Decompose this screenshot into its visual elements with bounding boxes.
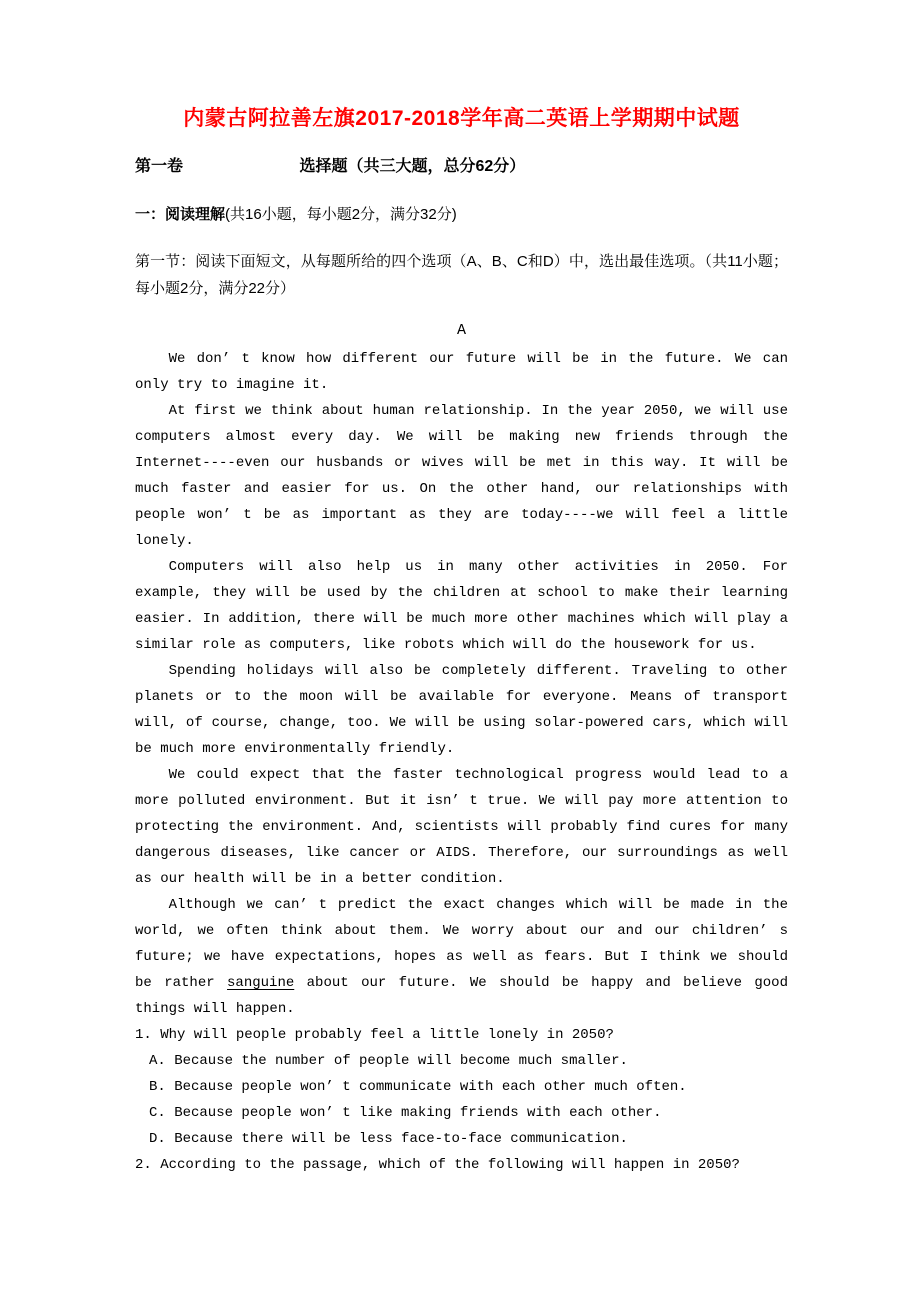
section-heading xyxy=(135,204,788,226)
question-list xyxy=(135,1022,788,1178)
passage-paragraph: Computers will also help us in many other activities in 2050. For example, they will be used by the children at school to make their learning easier. In addition, there will be much more other machines which will play a similar role as computers, like robots which will do the housework for us. xyxy=(135,559,788,653)
underlined-word-sanguine: sanguine xyxy=(227,975,295,991)
question-stem: 2. According to the passage, which of the following will happen in 2050? xyxy=(135,1157,740,1173)
reading-passage xyxy=(135,346,788,1022)
exam-title: 内蒙古阿拉善左旗2017-2018学年高二英语上学期期中试题 xyxy=(183,107,740,130)
passage-paragraph: We don’ t know how different our future will be in the future. We can only try to imagine it. xyxy=(135,351,788,393)
passage-paragraph: We could expect that the faster technological progress would lead to a more polluted environment. But it isn’ t true. We will pay more attention to protecting the environment. And, scientists will probably find cures for many dangerous diseases, like cancer or AIDS. Therefore, our surroundings as well as our health will be in a better condition. xyxy=(135,767,788,887)
volume-note: 选择题（共三大题，总分62分） xyxy=(299,158,526,175)
question-option-a: A. Because the number of people will become much smaller. xyxy=(149,1053,628,1069)
volume-row xyxy=(135,156,788,178)
passage-paragraph: Spending holidays will also be completely different. Traveling to other planets or to the moon will be available for everyone. Means of transport will, of course, change, too. We will be using solar-powered cars, which will be much more environmentally friendly. xyxy=(135,663,788,757)
question-option-c: C. Because people won’ t like making friends with each other. xyxy=(149,1105,662,1121)
final-paragraph-text-after: about our future. We should be happy and believe good things will happen. xyxy=(135,975,788,1017)
passage-label: A xyxy=(456,322,466,339)
section-score-note: (共16小题，每小题2分，满分32分) xyxy=(225,206,457,223)
section-instruction: 第一节：阅读下面短文，从每题所给的四个选项（A、B、C和D）中，选出最佳选项。（共11小题；每小题2分，满分22分） xyxy=(135,253,788,297)
question-option-d: D. Because there will be less face-to-face communication. xyxy=(149,1131,628,1147)
volume-label: 第一卷 xyxy=(135,158,184,175)
question-1 xyxy=(135,1022,788,1152)
final-paragraph-text-before: Although we can’ t predict the exact changes which will be made in the world, we often think about them. We worry about our and our children’ s future; we have expectations, hopes as well as fears. But I think we should be rather xyxy=(135,897,788,991)
question-stem: 1. Why will people probably feel a little lonely in 2050? xyxy=(135,1027,614,1043)
passage-paragraph: At first we think about human relationship. In the year 2050, we will use computers almost every day. We will be making new friends through the Internet----even our husbands or wives will be met in this way. It will be much faster and easier for us. On the other hand, our relationships with people won’ t be as important as they are today----we will feel a little lonely. xyxy=(135,403,788,549)
question-2 xyxy=(135,1152,788,1178)
passage-paragraph-final xyxy=(135,892,788,1022)
question-option-b: B. Because people won’ t communicate with each other much often. xyxy=(149,1079,687,1095)
section-title: 一：阅读理解 xyxy=(135,206,226,223)
